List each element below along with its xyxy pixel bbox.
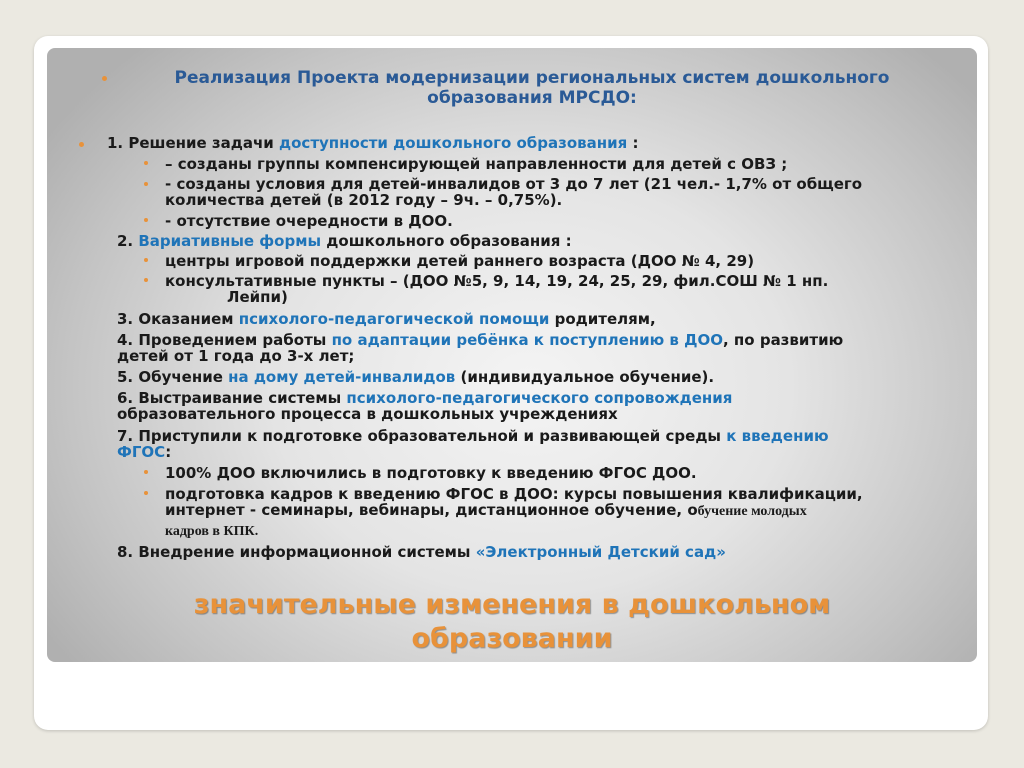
item8-prefix: 8. Внедрение информационной системы xyxy=(117,543,476,561)
item1-text xyxy=(107,134,639,152)
item5-highlight: на дому детей-инвалидов xyxy=(228,368,456,386)
sub-bullet-icon xyxy=(144,470,148,474)
item3-prefix: 3. Оказанием xyxy=(117,310,239,328)
item1-sub-2-cont: количества детей (в 2012 году – 9ч. – 0,75%). xyxy=(165,191,563,209)
item1-sub-2: - созданы условия для детей-инвалидов от 3 до 7 лет (21 чел.- 1,7% от общего xyxy=(165,175,863,193)
item7-sub-2-cont xyxy=(165,501,807,521)
item1-sub-1: – созданы группы компенсирующей направленности для детей с ОВЗ ; xyxy=(165,155,788,173)
item1-prefix: 1. Решение задачи xyxy=(107,134,280,152)
item7-line2-highlight: ФГОС xyxy=(117,443,166,461)
slide-title: Реализация Проекта модернизации региональных систем дошкольного образования МРСДО: xyxy=(174,68,890,108)
item4-text-cont: детей от 1 года до 3-х лет; xyxy=(117,347,355,365)
item2-suffix: дошкольного образования : xyxy=(321,232,572,250)
item4-highlight: по адаптации ребёнка к поступлению в ДОО xyxy=(331,331,724,349)
slide-conclusion-title xyxy=(47,588,977,656)
item8-text xyxy=(117,543,726,561)
item7-line2-suffix: : xyxy=(165,443,172,461)
item2-sub-2: консультативные пункты – (ДОО №5, 9, 14, 19, 24, 25, 29, фил.СОШ № 1 нп. xyxy=(165,272,829,290)
item8-highlight: «Электронный Детский сад» xyxy=(475,543,726,561)
item7-text xyxy=(117,427,829,445)
item1-suffix: : xyxy=(627,134,639,152)
item1-highlight: доступности дошкольного образования xyxy=(279,134,628,152)
title-bullet-icon xyxy=(102,76,107,81)
item6-text-cont: образовательного процесса в дошкольных учреждениях xyxy=(117,405,618,423)
item1-sub-3: - отсутствие очередности в ДОО. xyxy=(165,212,453,230)
item7-prefix: 7. Приступили к подготовке образовательной и развивающей среды xyxy=(117,427,727,445)
sub-bullet-icon xyxy=(144,182,148,186)
item7-sub-1: 100% ДОО включились в подготовку к введению ФГОС ДОО. xyxy=(165,464,697,482)
item5-suffix: (индивидуальное обучение). xyxy=(455,368,715,386)
item4-prefix: 4. Проведением работы xyxy=(117,331,332,349)
item7-sub-2-cont-text: интернет - семинары, вебинары, дистанционное обучение, о xyxy=(165,501,698,519)
item3-suffix: родителям, xyxy=(549,310,656,328)
sub-bullet-icon xyxy=(144,278,148,282)
item2-text xyxy=(117,232,572,250)
conclusion-line-1: значительные изменения в дошкольном xyxy=(193,589,831,620)
item1-bullet-icon xyxy=(79,142,84,147)
sub-bullet-icon xyxy=(144,161,148,165)
item2-prefix: 2. xyxy=(117,232,139,250)
item6-prefix: 6. Выстраивание системы xyxy=(117,389,347,407)
item5-prefix: 5. Обучение xyxy=(117,368,229,386)
item7-sub-2: подготовка кадров к введению ФГОС в ДОО: курсы повышения квалификации, xyxy=(165,485,863,503)
item6-highlight: психолого-педагогического сопровождения xyxy=(346,389,733,407)
conclusion-line-2: образовании xyxy=(411,623,613,654)
item2-highlight: Вариативные формы xyxy=(138,232,322,250)
item2-sub-2-cont: Лейпи) xyxy=(227,288,288,306)
item3-text xyxy=(117,310,656,328)
item3-highlight: психолого-педагогической помощи xyxy=(238,310,550,328)
sub-bullet-icon xyxy=(144,491,148,495)
item2-sub-1: центры игровой поддержки детей раннего возраста (ДОО № 4, 29) xyxy=(165,252,755,270)
item7-sub-2-serif-cont: кадров в КПК. xyxy=(165,524,259,539)
item5-text xyxy=(117,368,714,386)
item4-suffix: , по развитию xyxy=(723,331,844,349)
sub-bullet-icon xyxy=(144,218,148,222)
sub-bullet-icon xyxy=(144,258,148,262)
item7-highlight: к введению xyxy=(726,427,829,445)
slide xyxy=(47,48,977,662)
item7-sub-2-serif: бучение молодых xyxy=(697,504,807,519)
item7-text-cont xyxy=(117,443,171,461)
